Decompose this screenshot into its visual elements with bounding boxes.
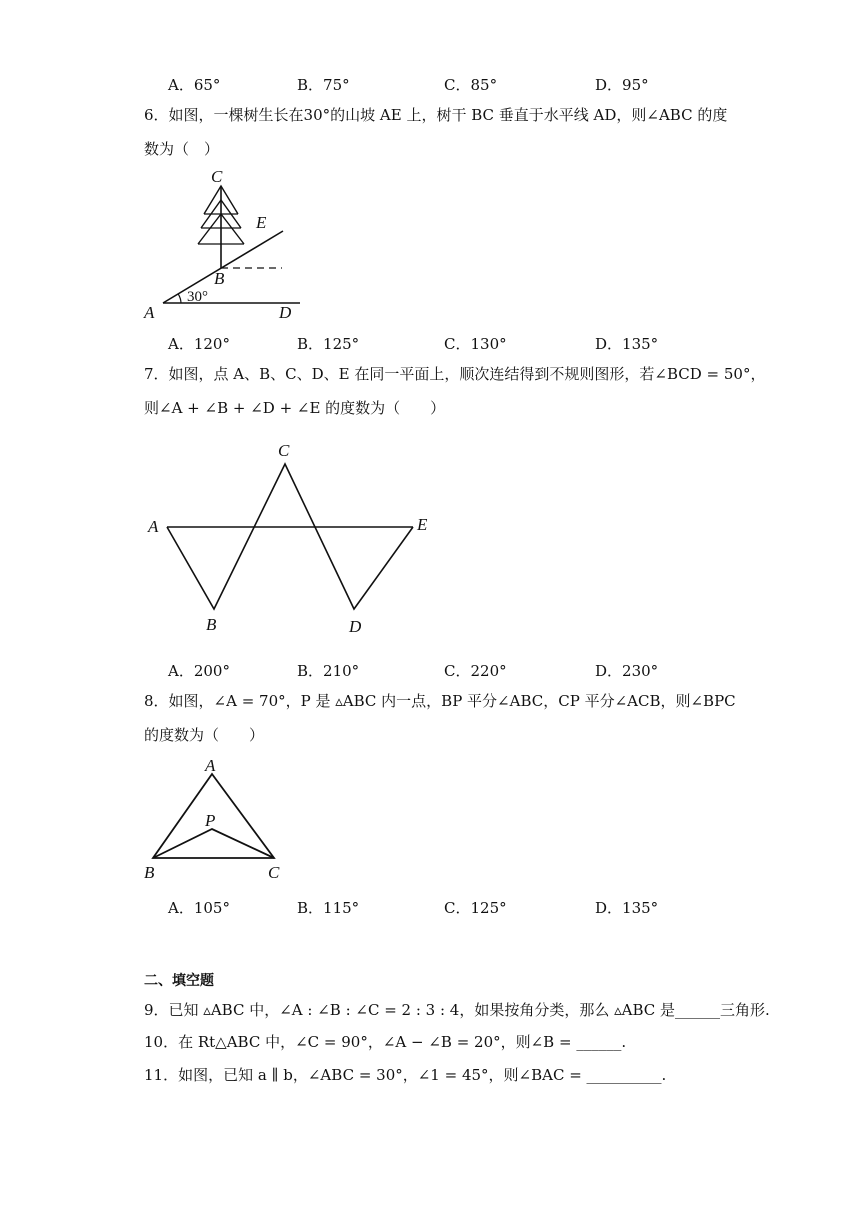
q6-option-c: C．130° bbox=[444, 335, 507, 353]
q7-label-d: D bbox=[349, 617, 362, 636]
q8-label-c: C bbox=[268, 863, 280, 882]
question-11: 11．如图，已知 a ∥ b，∠ABC = 30°，∠1 = 45°，则∠BAC = __________. bbox=[144, 1066, 667, 1084]
q6-angle-label: 30° bbox=[187, 289, 208, 305]
q6-option-b: B．125° bbox=[297, 335, 360, 353]
section-title-fill-in: 二、填空题 bbox=[144, 973, 214, 989]
q6-label-c: C bbox=[211, 167, 223, 186]
q5-option-d: D．95° bbox=[595, 76, 649, 94]
q7-option-b: B．210° bbox=[297, 662, 360, 680]
q8-stem-line1: 8．如图，∠A = 70°，P 是 ▵ABC 内一点，BP 平分∠ABC，CP 平分∠ACB，则∠BPC bbox=[144, 692, 736, 710]
q6-label-d: D bbox=[279, 303, 292, 322]
q5-option-c: C．85° bbox=[444, 76, 498, 94]
q7-option-a: A．200° bbox=[168, 662, 230, 680]
q7-label-b: B bbox=[206, 615, 217, 634]
q8-label-b: B bbox=[144, 863, 155, 882]
q8-label-p: P bbox=[205, 811, 216, 830]
q7-option-c: C．220° bbox=[444, 662, 507, 680]
q7-label-e: E bbox=[417, 515, 428, 534]
q7-label-a: A bbox=[148, 517, 159, 536]
q6-option-d: D．135° bbox=[595, 335, 659, 353]
q6-option-a: A．120° bbox=[168, 335, 230, 353]
q5-option-b: B．75° bbox=[297, 76, 350, 94]
question-10: 10．在 Rt△ABC 中，∠C = 90°，∠A − ∠B = 20°，则∠B = ______. bbox=[144, 1033, 627, 1051]
q7-label-c: C bbox=[278, 441, 290, 460]
q6-label-b: B bbox=[214, 269, 225, 288]
q7-option-d: D．230° bbox=[595, 662, 659, 680]
q8-option-b: B．115° bbox=[297, 899, 360, 917]
q8-stem-line2: 的度数为（ ） bbox=[144, 726, 265, 744]
q6-label-a: A bbox=[144, 303, 155, 322]
question-9: 9．已知 ▵ABC 中，∠A : ∠B : ∠C = 2 : 3 : 4，如果按角分类，那么 ▵ABC 是______三角形. bbox=[144, 1001, 770, 1019]
q6-label-e: E bbox=[256, 213, 267, 232]
q8-label-a: A bbox=[205, 756, 216, 775]
q8-option-c: C．125° bbox=[444, 899, 507, 917]
q5-option-a: A．65° bbox=[168, 76, 221, 94]
q8-option-d: D．135° bbox=[595, 899, 659, 917]
q6-stem-line1: 6．如图，一棵树生长在30°的山坡 AE 上，树干 BC 垂直于水平线 AD，则∠ABC 的度 bbox=[144, 106, 728, 124]
q6-stem-line2: 数为（ ） bbox=[144, 140, 220, 158]
q8-option-a: A．105° bbox=[168, 899, 230, 917]
q7-stem-line2: 则∠A + ∠B + ∠D + ∠E 的度数为（ ） bbox=[144, 399, 446, 417]
q7-stem-line1: 7．如图，点 A、B、C、D、E 在同一平面上，顺次连结得到不规则图形，若∠BCD = 50°， bbox=[144, 365, 766, 383]
